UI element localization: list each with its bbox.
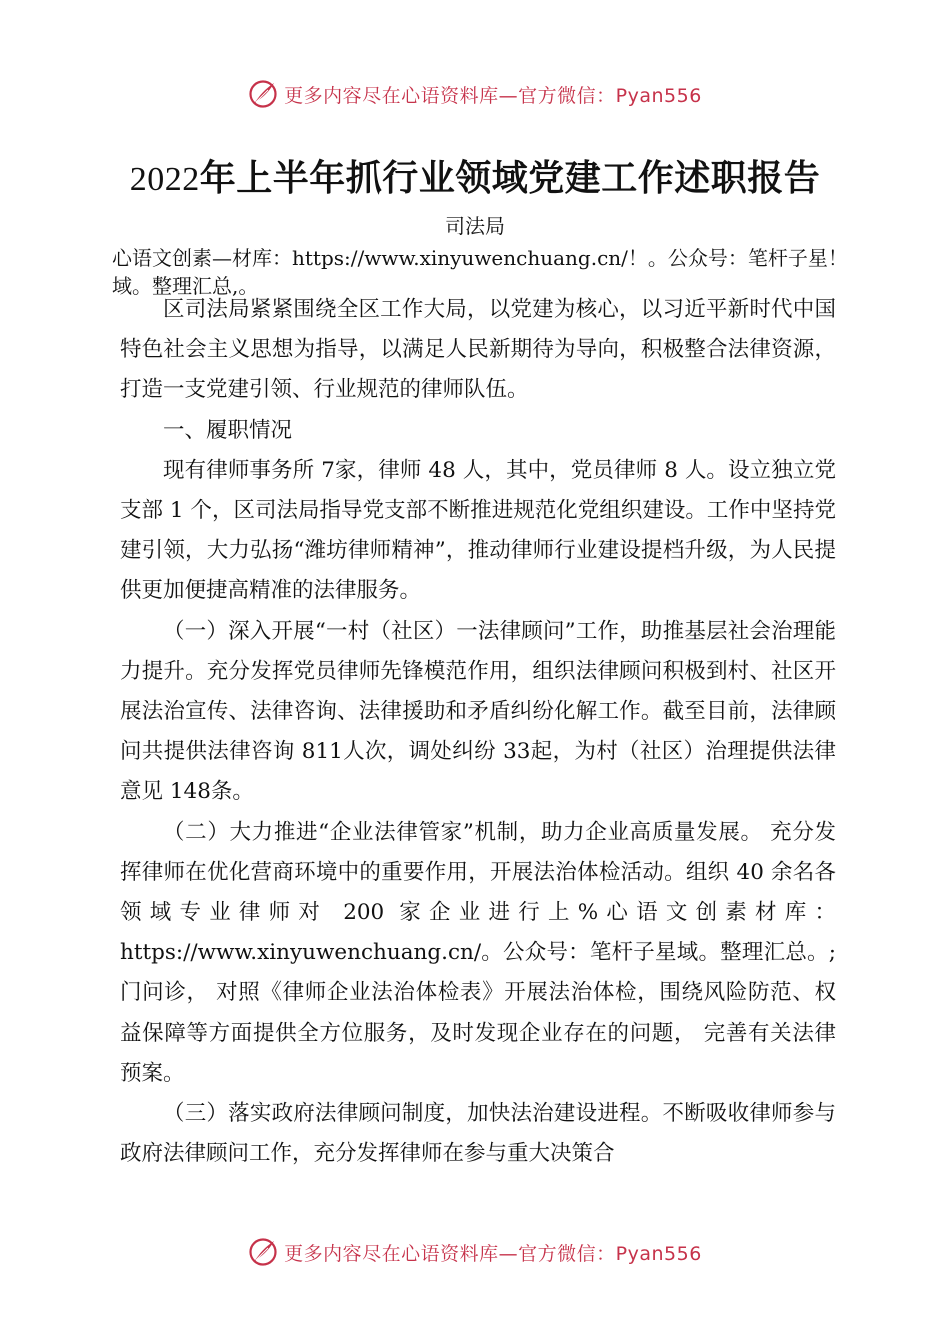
page-title [0,150,950,201]
page-subtitle: 司法局 [445,214,505,238]
quill-pen-icon [248,1237,278,1267]
paragraph: 区司法局紧紧围绕全区工作大局，以党建为核心，以习近平新时代中国特色社会主义思想为指导，以满足人民新期待为导向，积极整合法律资源，打造一支党建引领、行业规范的律师队伍。 [120,297,836,403]
source-note: 心语文创素—材库：https://www.xinyuwenchuang.cn/！。公众号：笔杆子星！域。整理汇总,。 [112,246,848,298]
paragraph: （三）落实政府法律顾问制度，加快法治建设进程。不断吸收律师参与政府法律顾问工作，充分发挥律师在参与重大决策合 [120,1101,836,1167]
banner-text: 更多内容尽在心语资料库—官方微信：Pyan556 [284,84,702,107]
document-body [120,290,836,1174]
section-heading: 一、履职情况 [163,417,293,443]
paragraph: （二）大力推进“企业法律管家”机制，助力企业高质量发展。 充分发挥律师在优化营商环境中的重要作用，开展法治体检活动。组织 40 余名各领域专业律师对 200 家企业进行上%心语文创素材库：https://www.xinyuwenchuang.cn/。公众号：笔杆子星域。整理汇总。;门问诊， 对照《律师企业法治体检表》开展法治体检，围绕风险防范、权益保障等方面提供全方位服务，及时发现企业存在的问题， 完善有关法律预案。 [120,819,836,1086]
paragraph: 现有律师事务所 7家，律师 48 人，其中，党员律师 8 人。设立独立党支部 1 个，区司法局指导党支部不断推进规范化党组织建设。工作中坚持党建引领，大力弘扬“潍坊律师精神”，推动律师行业建设提档升级，为人民提供更加便捷高精准的法律服务。 [120,457,836,604]
title-text: 年上半年抓行业领域党建工作述职报告 [199,157,821,199]
banner-text: 更多内容尽在心语资料库—官方微信：Pyan556 [284,1242,702,1265]
paragraph: （一）深入开展“一村（社区）一法律顾问”工作，助推基层社会治理能力提升。充分发挥党员律师先锋模范作用，组织法律顾问积极到村、社区开展法治宣传、法律咨询、法律援助和矛盾纠纷化解工作。截至目前，法律顾问共提供法律咨询 811人次，调处纠纷 33起，为村（社区）治理提供法律意见 148条。 [120,618,836,805]
title-year: 2022 [129,161,200,198]
footer-banner [0,1232,950,1272]
header-banner [0,74,950,114]
quill-pen-icon [248,79,278,109]
